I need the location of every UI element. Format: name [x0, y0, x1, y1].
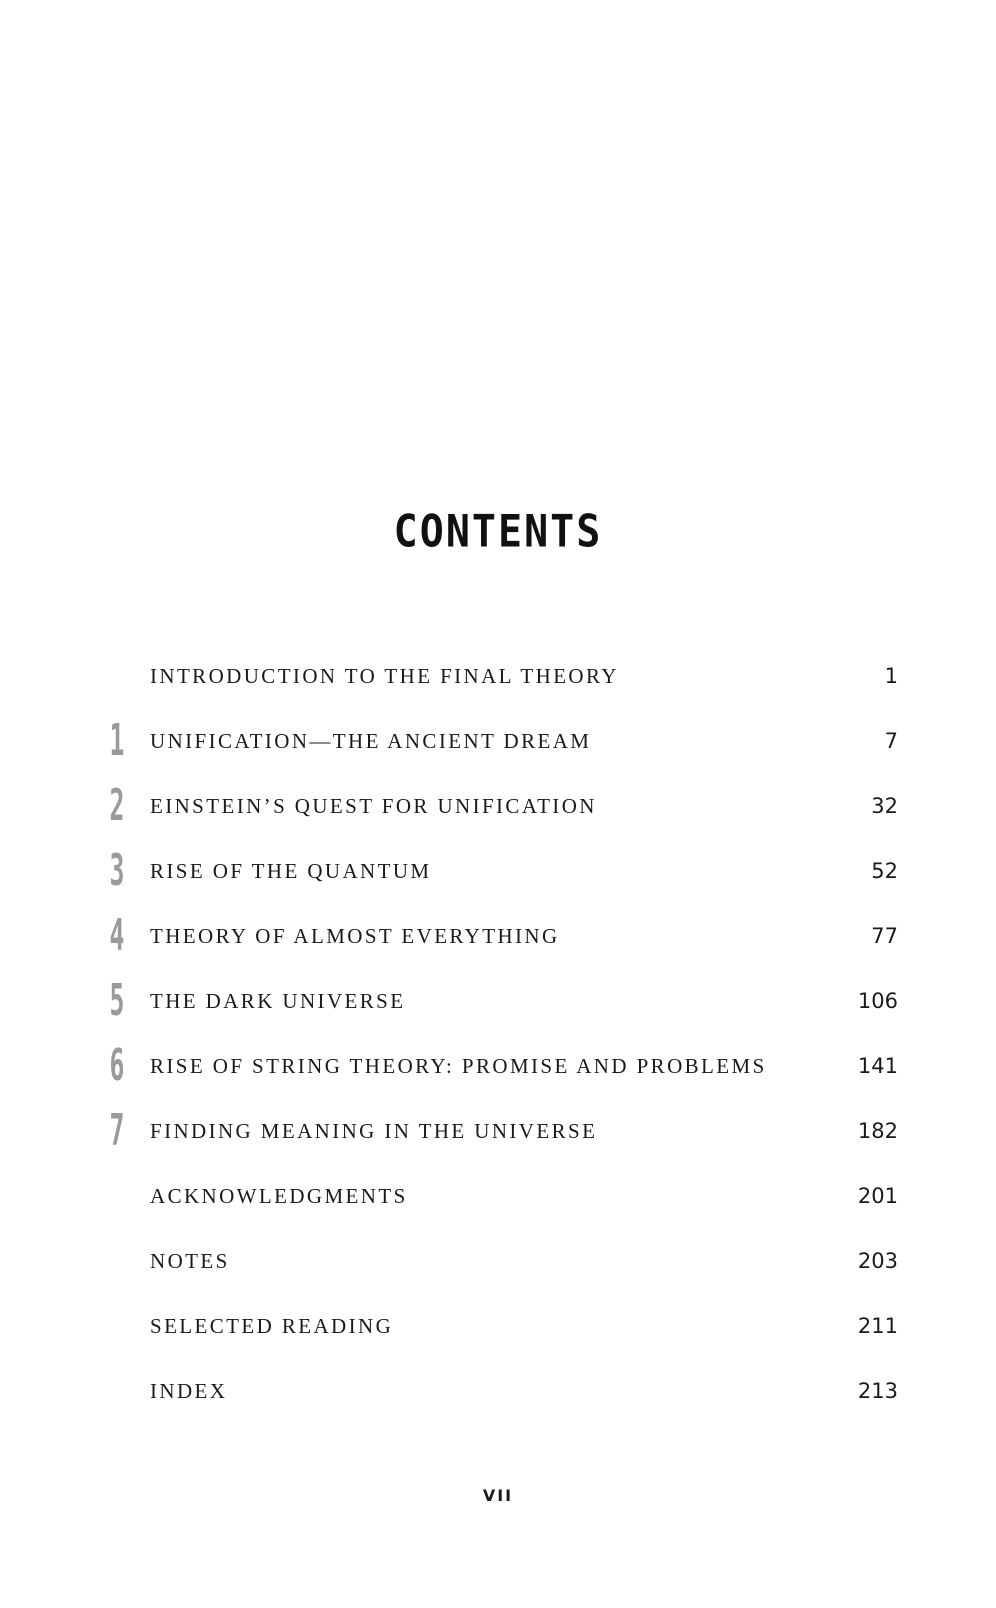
- entry-title: INDEX: [150, 1379, 228, 1403]
- page-number: 203: [857, 1249, 898, 1273]
- page-number: 201: [857, 1184, 898, 1208]
- page-number: 52: [871, 859, 898, 883]
- page-number: 213: [857, 1379, 898, 1403]
- chapter-number: 7: [109, 1106, 125, 1156]
- chapter-number: 6: [109, 1041, 125, 1091]
- entry-title: RISE OF THE QUANTUM: [150, 859, 432, 883]
- entry-title: ACKNOWLEDGMENTS: [150, 1184, 408, 1208]
- page-title: CONTENTS: [393, 506, 603, 558]
- toc-entry[interactable]: [0, 846, 996, 897]
- page-number: 77: [871, 924, 898, 948]
- entry-title: SELECTED READING: [150, 1314, 394, 1338]
- entry-title: RISE OF STRING THEORY: PROMISE AND PROBLEMS: [150, 1054, 767, 1078]
- chapter-number: 2: [109, 781, 125, 831]
- chapter-number: 1: [109, 716, 125, 766]
- page-number: 211: [857, 1314, 898, 1338]
- page-number: 106: [857, 989, 898, 1013]
- page-number: 182: [857, 1119, 898, 1143]
- entry-title: THEORY OF ALMOST EVERYTHING: [150, 924, 560, 948]
- chapter-number: 5: [109, 976, 125, 1026]
- entry-title: EINSTEIN’S QUEST FOR UNIFICATION: [150, 794, 597, 818]
- entry-title: UNIFICATION—THE ANCIENT DREAM: [150, 729, 592, 753]
- entry-title: THE DARK UNIVERSE: [150, 989, 406, 1013]
- toc-entry[interactable]: [0, 1106, 996, 1157]
- page-number: 7: [884, 729, 898, 753]
- folio-page-number: VII: [482, 1486, 514, 1505]
- chapter-number: 3: [109, 846, 125, 896]
- entry-title: INTRODUCTION TO THE FINAL THEORY: [150, 664, 619, 688]
- toc-entry[interactable]: [0, 1182, 996, 1222]
- page-number: 1: [884, 664, 898, 688]
- page-number: 32: [871, 794, 898, 818]
- toc-entry[interactable]: [0, 662, 996, 702]
- toc-entry[interactable]: [0, 1041, 996, 1092]
- toc-entry[interactable]: [0, 911, 996, 962]
- toc-entry[interactable]: [0, 1377, 996, 1417]
- entry-title: NOTES: [150, 1249, 230, 1273]
- entry-title: FINDING MEANING IN THE UNIVERSE: [150, 1119, 598, 1143]
- page-number: 141: [857, 1054, 898, 1078]
- toc-entry[interactable]: [0, 1312, 996, 1352]
- toc-entry[interactable]: [0, 976, 996, 1027]
- chapter-number: 4: [109, 911, 125, 961]
- toc-entry[interactable]: [0, 781, 996, 832]
- toc-entry[interactable]: [0, 716, 996, 767]
- toc-entry[interactable]: [0, 1247, 996, 1287]
